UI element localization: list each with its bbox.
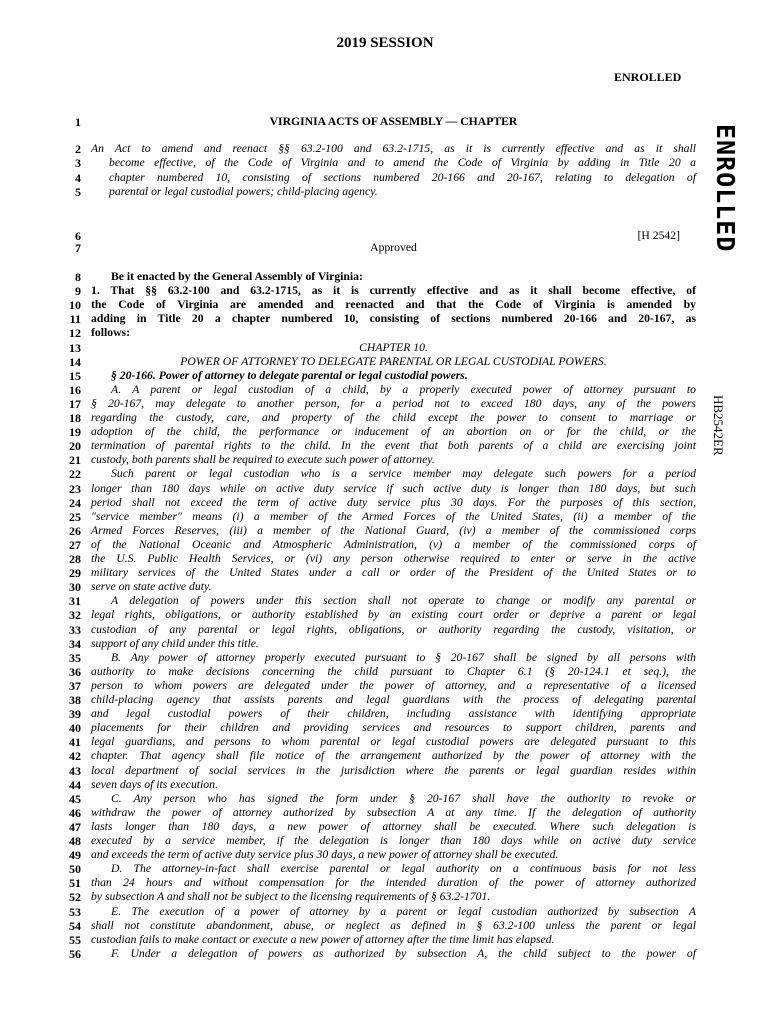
text-line: A. A parent or legal custodian of a child, by a properly executed power of attorney pursuant to xyxy=(111,382,696,396)
text-line: placements for their children and providing services and resources to support children, parents and xyxy=(91,721,696,735)
text-line: child-placing agency that assists parents and legal guardians with the process of delegating parental xyxy=(91,693,696,706)
text-line: chapter numbered 10, consisting of sections numbered 20-166 and 20-167, relating to delegation of xyxy=(109,171,696,184)
line-number: 11 xyxy=(69,312,81,327)
line-number: 6 xyxy=(75,229,81,243)
text-line: "service member" means (i) a member of the Armed Forces of the United States, (ii) a member of the xyxy=(91,509,696,523)
text-line: local department of social services in the jurisdiction where the parents or legal guardian resides within xyxy=(91,763,696,777)
line-number: 39 xyxy=(69,707,81,722)
text-line: C. Any person who has signed the form under § 20-167 shall have the authority to revoke or xyxy=(111,791,696,805)
text-line: period shall not exceed the term of active duty service plus 30 days. For the purposes of this section, xyxy=(91,495,696,509)
text-line: follows: xyxy=(91,326,130,340)
enrolled-margin-stamp: ENROLLED xyxy=(711,124,740,253)
text-line: custodian fails to make contact or execute a new power of attorney after the time limit has elapsed. xyxy=(91,932,555,946)
text-line: shall not constitute abandonment, abuse, or neglect as defined in § 63.2-100 unless the parent or legal xyxy=(91,918,696,932)
text-line: withdraw the power of attorney authorized by subsection A at any time. If the delegation of authority xyxy=(91,805,696,819)
line-number: 52 xyxy=(69,890,81,905)
line-number: 13 xyxy=(69,340,81,355)
text-line: A delegation of powers under this section shall not operate to change or modify any parental or xyxy=(111,594,696,608)
bill-code-margin: HB2542ER xyxy=(711,395,726,456)
line-number: 34 xyxy=(69,636,81,651)
line-number: 8 xyxy=(75,270,81,284)
text-line: executed by a service member, if the delegation is longer than 180 days while on active duty service xyxy=(91,834,696,847)
line-number: 18 xyxy=(69,411,81,425)
line-number: 4 xyxy=(75,171,81,185)
line-number: 43 xyxy=(69,763,81,778)
line-number: 20 xyxy=(69,439,81,454)
text-line: adding in Title 20 a chapter numbered 10, consisting of sections numbered 20-166 and 20-167, as xyxy=(91,312,696,326)
line-number: 49 xyxy=(69,848,81,863)
text-line: legal guardians, and persons to whom parental or legal custodial powers are delegated pursuant to this xyxy=(91,735,696,749)
line-number: 33 xyxy=(69,622,81,637)
line-number: 35 xyxy=(69,650,81,665)
text-line: F. Under a delegation of powers as authorized by subsection A, the child subject to the power of xyxy=(111,946,696,960)
text-line: § 20-167, may delegate to another person, for a period not to exceed 180 days, any of the powers xyxy=(91,396,696,410)
text-line: Armed Forces Reserves, (iii) a member of the National Guard, (iv) a member of the commissioned corps xyxy=(91,523,696,537)
line-number: 14 xyxy=(69,354,81,369)
text-line: termination of parental rights to the child. In the event that both parents of a child are exercising joint xyxy=(91,439,696,453)
line-number: 24 xyxy=(69,495,81,510)
line-number: 12 xyxy=(69,326,81,341)
line-number: 2 xyxy=(75,142,81,156)
line-number: 41 xyxy=(69,735,81,750)
line-number: 3 xyxy=(75,156,81,170)
line-number: 47 xyxy=(69,819,81,834)
text-line: [H 2542] xyxy=(637,229,680,242)
text-line: Approved xyxy=(370,241,417,254)
text-line: serve on state active duty. xyxy=(91,580,212,594)
line-number: 54 xyxy=(69,918,81,933)
text-line: 1. That §§ 63.2-100 and 63.2-1715, as it is currently effective and as it shall become effective, of xyxy=(91,284,696,298)
line-number: 36 xyxy=(69,664,81,679)
line-number: 42 xyxy=(69,749,81,764)
text-line: military services of the United States under a call or order of the President of the United States or to xyxy=(91,566,696,580)
text-line: by subsection A and shall not be subject to the licensing requirements of § 63.2-1701. xyxy=(91,890,491,904)
text-line: D. The attorney-in-fact shall exercise parental or legal authority on a continuous basis for not less xyxy=(111,862,696,876)
text-line: and legal custodial powers of their children, including assistance with identifying appropriate xyxy=(91,707,696,721)
enrolled-label: ENROLLED xyxy=(614,70,682,84)
line-number: 10 xyxy=(69,298,81,313)
line-number: 21 xyxy=(69,453,81,468)
line-number: 15 xyxy=(69,368,81,383)
chapter-heading: CHAPTER 10. xyxy=(359,340,428,354)
acts-heading: VIRGINIA ACTS OF ASSEMBLY –– CHAPTER xyxy=(269,115,518,128)
line-number: 23 xyxy=(69,481,81,496)
text-line: become effective, of the Code of Virginia and to amend the Code of Virginia by adding in Title 20 a xyxy=(109,156,696,169)
text-line: An Act to amend and reenact §§ 63.2-100 and 63.2-1715, as it is currently effective and as it shall xyxy=(91,142,696,155)
line-number: 50 xyxy=(69,862,81,877)
line-number: 31 xyxy=(69,594,81,609)
text-line: custodian of any parental or legal rights, obligations, or authority regarding the custody, visitation, or xyxy=(91,622,696,636)
line-number: 19 xyxy=(69,425,81,440)
text-line: the U.S. Public Health Services, or (vi) any person otherwise required to enter or serve in the active xyxy=(91,552,696,565)
line-number: 5 xyxy=(75,185,81,199)
line-number: 25 xyxy=(69,509,81,524)
text-line: longer than 180 days while on active duty service if such active duty is longer than 180 days, but such xyxy=(91,481,696,495)
text-line: regarding the custody, care, and property of the child except the power to consent to marriage or xyxy=(91,411,696,424)
text-line: legal rights, obligations, or authority established by an existing court order or deprive a parent or legal xyxy=(91,608,696,622)
line-number: 28 xyxy=(69,552,81,566)
line-number: 1 xyxy=(75,115,81,129)
text-line: than 24 hours and without compensation for the intended duration of the power of attorney authorized xyxy=(91,876,696,890)
line-number: 27 xyxy=(69,537,81,552)
text-line: lasts longer than 180 days, a new power of attorney shall be executed. Where such delegation is xyxy=(91,819,696,833)
line-number: 16 xyxy=(69,382,81,397)
line-number: 40 xyxy=(69,721,81,736)
text-line: chapter. That agency shall file notice of the arrangement authorized by the power of attorney with the xyxy=(91,749,696,763)
text-line: custody, both parents shall be required to execute such power of attorney. xyxy=(91,453,435,467)
text-line: authority to make decisions concerning the child pursuant to Chapter 6.1 (§ 20-124.1 et seq.), the xyxy=(91,664,696,678)
line-number: 51 xyxy=(69,876,81,891)
text-line: seven days of its execution. xyxy=(91,777,218,791)
line-number: 29 xyxy=(69,566,81,581)
section-heading: § 20-166. Power of attorney to delegate parental or legal custodial powers. xyxy=(111,368,468,382)
line-number: 9 xyxy=(75,284,81,299)
line-number: 38 xyxy=(69,693,81,707)
line-number: 55 xyxy=(69,932,81,947)
line-number: 44 xyxy=(69,777,81,792)
line-number: 37 xyxy=(69,678,81,693)
text-line: B. Any power of attorney properly executed pursuant to § 20-167 shall be signed by all persons with xyxy=(111,650,696,664)
text-line: person to whom powers are delegated under the power of attorney, and a representative of a licensed xyxy=(91,678,696,692)
line-number: 32 xyxy=(69,608,81,623)
line-number: 26 xyxy=(69,523,81,538)
text-line: Be it enacted by the General Assembly of Virginia: xyxy=(111,270,363,283)
text-line: POWER OF ATTORNEY TO DELEGATE PARENTAL OR LEGAL CUSTODIAL POWERS. xyxy=(180,354,607,368)
text-line: the Code of Virginia are amended and reenacted and that the Code of Virginia is amended by xyxy=(91,298,696,312)
session-title: 2019 SESSION xyxy=(336,35,434,51)
text-line: Such parent or legal custodian who is a service member may delegate such powers for a period xyxy=(111,467,696,481)
text-line: support of any child under this title. xyxy=(91,636,259,650)
text-line: and exceeds the term of active duty service plus 30 days, a new power of attorney shall be executed. xyxy=(91,848,559,862)
line-number: 45 xyxy=(69,791,81,806)
line-number: 48 xyxy=(69,834,81,848)
line-number: 30 xyxy=(69,580,81,595)
line-number: 46 xyxy=(69,805,81,820)
line-number: 53 xyxy=(69,904,81,919)
line-number: 7 xyxy=(75,241,81,255)
line-number: 22 xyxy=(69,467,81,482)
line-number: 56 xyxy=(69,946,81,961)
text-line: E. The execution of a power of attorney by a parent or legal custodian authorized by subsection A xyxy=(111,904,696,918)
text-line: adoption of the child, the performance or inducement of an abortion on or for the child, or the xyxy=(91,425,696,439)
text-line: parental or legal custodial powers; child-placing agency. xyxy=(109,185,378,198)
line-number: 17 xyxy=(69,396,81,411)
text-line: of the National Oceanic and Atmospheric Administration, (v) a member of the commissioned corps of xyxy=(91,537,696,551)
